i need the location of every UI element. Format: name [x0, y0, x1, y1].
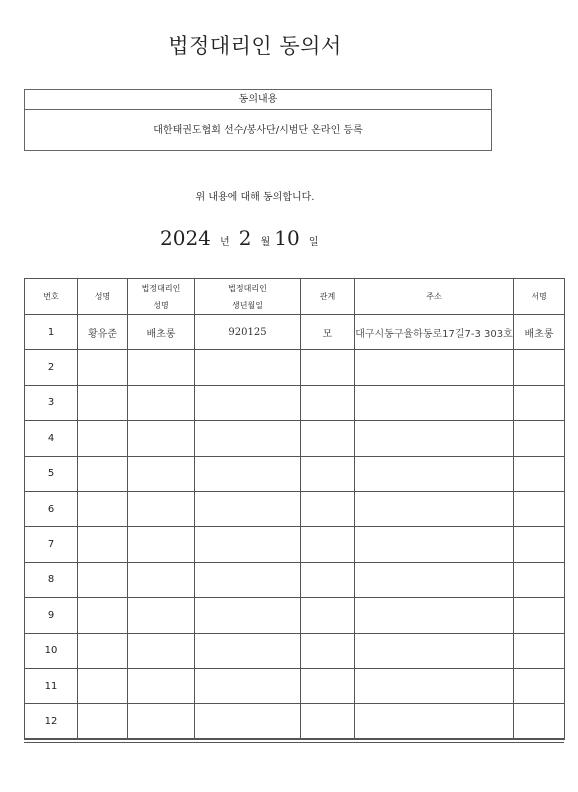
- row-relation: [301, 491, 355, 526]
- row-signature: [514, 385, 565, 420]
- row-no: 5: [25, 456, 78, 491]
- row-address: [355, 421, 514, 456]
- row-signature: [514, 598, 565, 633]
- table-row: [25, 598, 565, 633]
- table-row: [25, 421, 565, 456]
- row-guardian-birth: [195, 704, 301, 739]
- row-guardian-birth: [195, 598, 301, 633]
- row-guardian-birth: [195, 385, 301, 420]
- header-guardian-birth-line1: 법정대리인: [228, 283, 267, 293]
- row-name: [78, 633, 128, 668]
- row-name: [78, 421, 128, 456]
- row-guardian-name: [128, 562, 195, 597]
- row-relation: [301, 350, 355, 385]
- row-name: 황유준: [78, 315, 128, 350]
- header-guardian-name-line2: 성명: [153, 300, 169, 310]
- table-row: [25, 315, 565, 350]
- row-address: [355, 527, 514, 562]
- row-guardian-name: 배초롱: [128, 315, 195, 350]
- row-relation: [301, 421, 355, 456]
- row-relation: [301, 385, 355, 420]
- row-guardian-birth: [195, 456, 301, 491]
- header-signature: 서명: [514, 279, 565, 315]
- row-no: 12: [25, 704, 78, 739]
- row-name: [78, 456, 128, 491]
- row-guardian-name: [128, 421, 195, 456]
- row-no: 3: [25, 385, 78, 420]
- row-address: [355, 633, 514, 668]
- row-relation: [301, 633, 355, 668]
- table-header-row: [25, 279, 565, 315]
- row-guardian-name: [128, 704, 195, 739]
- row-guardian-name: [128, 491, 195, 526]
- date-month-unit: 월: [260, 237, 271, 248]
- row-signature: [514, 633, 565, 668]
- row-address: 대구시동구율하동로17길7-3 303호: [355, 315, 514, 350]
- row-name: [78, 385, 128, 420]
- date-year-unit: 년: [220, 237, 230, 248]
- table-row: [25, 668, 565, 703]
- consent-date: [160, 226, 322, 250]
- row-no: 11: [25, 668, 78, 703]
- header-guardian-name-line1: 법정대리인: [141, 283, 181, 293]
- row-address: [355, 704, 514, 739]
- row-guardian-birth: [195, 350, 301, 385]
- row-guardian-birth: [195, 668, 301, 703]
- guardian-consent-table: [24, 278, 565, 740]
- table-body: [25, 315, 565, 740]
- row-name: [78, 562, 128, 597]
- row-address: [355, 385, 514, 420]
- table-row: [25, 456, 565, 491]
- row-guardian-name: [128, 456, 195, 491]
- agreement-statement: 위 내용에 대해 동의합니다.: [195, 192, 315, 203]
- table-row: [25, 704, 565, 739]
- table-row: [25, 562, 565, 597]
- date-day: 10: [274, 226, 300, 250]
- row-guardian-birth: [195, 421, 301, 456]
- table-row: [25, 527, 565, 562]
- row-no: 6: [25, 491, 78, 526]
- table-row: [25, 633, 565, 668]
- consent-header: 동의내용: [25, 90, 491, 110]
- row-signature: [514, 456, 565, 491]
- row-name: [78, 527, 128, 562]
- row-signature: [514, 562, 565, 597]
- row-guardian-name: [128, 633, 195, 668]
- row-no: 9: [25, 598, 78, 633]
- row-guardian-birth: [195, 527, 301, 562]
- document-title: 법정대리인 동의서: [168, 34, 342, 58]
- row-guardian-birth: [195, 562, 301, 597]
- header-name: 성명: [78, 279, 128, 315]
- row-name: [78, 668, 128, 703]
- row-relation: [301, 598, 355, 633]
- table-bottom-rule: [24, 738, 564, 743]
- row-name: [78, 491, 128, 526]
- row-guardian-birth: [195, 491, 301, 526]
- header-guardian-birth: [195, 279, 301, 315]
- header-relation: 관계: [301, 279, 355, 315]
- row-no: 7: [25, 527, 78, 562]
- row-no: 4: [25, 421, 78, 456]
- row-no: 10: [25, 633, 78, 668]
- row-relation: [301, 704, 355, 739]
- row-guardian-name: [128, 598, 195, 633]
- row-signature: 배초롱: [514, 315, 565, 350]
- row-relation: 모: [301, 315, 355, 350]
- row-address: [355, 350, 514, 385]
- header-address: 주소: [355, 279, 514, 315]
- row-guardian-name: [128, 385, 195, 420]
- row-guardian-name: [128, 527, 195, 562]
- row-relation: [301, 562, 355, 597]
- row-relation: [301, 527, 355, 562]
- row-guardian-name: [128, 350, 195, 385]
- row-relation: [301, 456, 355, 491]
- row-signature: [514, 491, 565, 526]
- row-signature: [514, 704, 565, 739]
- date-year: 2024: [160, 226, 211, 250]
- date-month: 2: [238, 226, 252, 250]
- row-no: 1: [25, 315, 78, 350]
- row-address: [355, 668, 514, 703]
- row-signature: [514, 350, 565, 385]
- header-guardian-birth-line2: 생년월일: [232, 300, 263, 310]
- header-no: 번호: [25, 279, 78, 315]
- consent-content: 대한태권도협회 선수/봉사단/시범단 온라인 등록: [153, 125, 363, 136]
- table-row: [25, 385, 565, 420]
- row-name: [78, 598, 128, 633]
- row-signature: [514, 527, 565, 562]
- date-day-unit: 일: [308, 237, 319, 248]
- row-signature: [514, 421, 565, 456]
- row-address: [355, 562, 514, 597]
- table-row: [25, 491, 565, 526]
- row-address: [355, 456, 514, 491]
- row-address: [355, 491, 514, 526]
- row-no: 2: [25, 350, 78, 385]
- table-row: [25, 350, 565, 385]
- row-address: [355, 598, 514, 633]
- row-guardian-birth: [195, 633, 301, 668]
- row-guardian-name: [128, 668, 195, 703]
- consent-box: [24, 89, 492, 151]
- row-name: [78, 350, 128, 385]
- row-signature: [514, 668, 565, 703]
- header-guardian-name: [128, 279, 195, 315]
- row-no: 8: [25, 562, 78, 597]
- row-name: [78, 704, 128, 739]
- row-relation: [301, 668, 355, 703]
- row-guardian-birth: 920125: [195, 315, 301, 350]
